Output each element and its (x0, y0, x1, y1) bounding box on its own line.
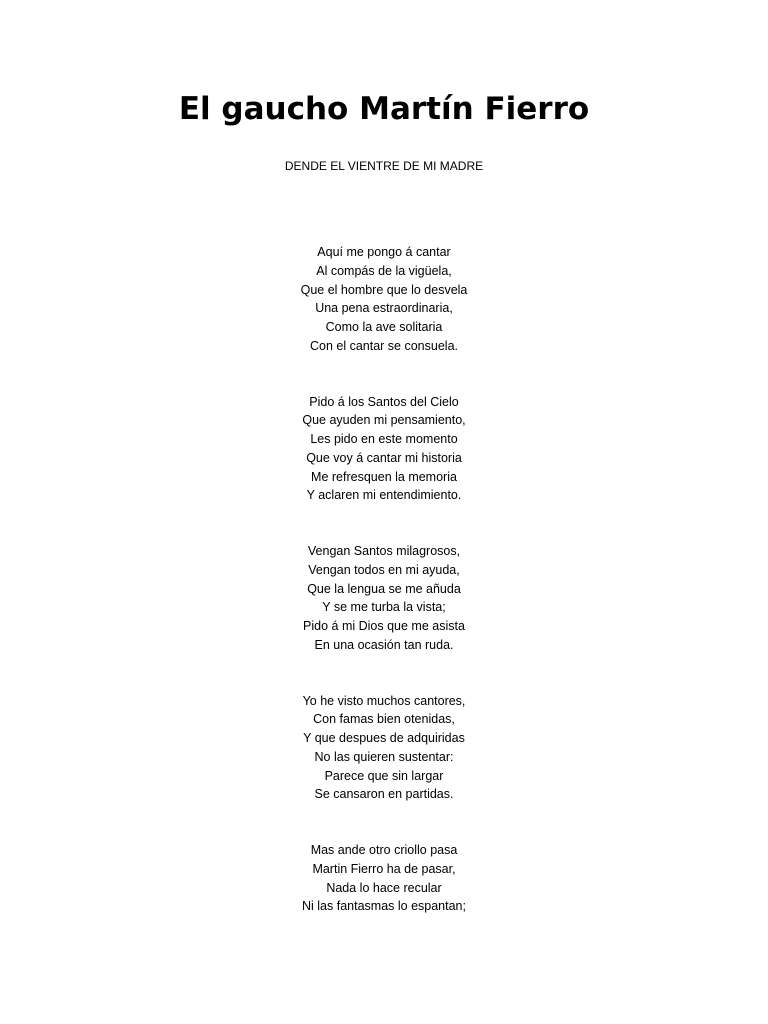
verse-line: Vengan todos en mi ayuda, (308, 562, 460, 577)
verse-line: Pido á mi Dios que me asista (303, 619, 465, 633)
verse-line: Que el hombre que lo desvela (300, 282, 468, 297)
stanza-4 (0, 692, 768, 805)
stanza-3 (0, 542, 768, 655)
verse-line: Nada lo hace recular (326, 880, 442, 895)
stanza-2 (0, 393, 768, 506)
verse-line: Me refresquen la memoria (311, 469, 457, 484)
verse-line: Les pido en este momento (310, 432, 458, 446)
verse-line: Aquí me pongo á cantar (317, 245, 451, 259)
verse-line: Una pena estraordinaria, (315, 301, 453, 316)
verse-line: Al compás de la vigüela, (316, 263, 452, 278)
verse-line: Mas ande otro criollo pasa (310, 843, 458, 857)
stanza-5 (0, 841, 768, 916)
verse-line: Con famas bien otenidas, (313, 712, 455, 727)
verse-line: Pido á los Santos del Cielo (309, 394, 459, 409)
verse-line: Con el cantar se consuela. (309, 338, 458, 353)
verse-line: Yo he visto muchos cantores, (302, 693, 466, 708)
verse-line: Como la ave solitaria (325, 320, 443, 334)
verse-line: Y que despues de adquiridas (303, 731, 465, 745)
stanza-1 (0, 243, 768, 356)
document-subtitle: DENDE EL VIENTRE DE MI MADRE (284, 159, 484, 173)
verse-line: Parece que sin largar (324, 768, 444, 783)
verse-line: Y aclaren mi entendimiento. (306, 488, 462, 503)
verse-line: Que la lengua se me añuda (307, 581, 461, 596)
poem-body (0, 243, 768, 953)
verse-line: No las quieren sustentar: (314, 749, 454, 764)
verse-line: Ni las fantasmas lo espantan; (302, 899, 466, 914)
verse-line: Vengan Santos milagrosos, (307, 544, 461, 558)
document-title: El gaucho Martín Fierro (178, 91, 590, 127)
verse-line: Que voy á cantar mi historia (306, 450, 462, 465)
verse-line: Que ayuden mi pensamiento, (302, 413, 466, 428)
verse-line: En una ocasión tan ruda. (314, 637, 454, 652)
verse-line: Se cansaron en partidas. (314, 787, 454, 802)
verse-line: Y se me turba la vista; (322, 600, 446, 615)
verse-line: Martin Fierro ha de pasar, (312, 861, 456, 876)
